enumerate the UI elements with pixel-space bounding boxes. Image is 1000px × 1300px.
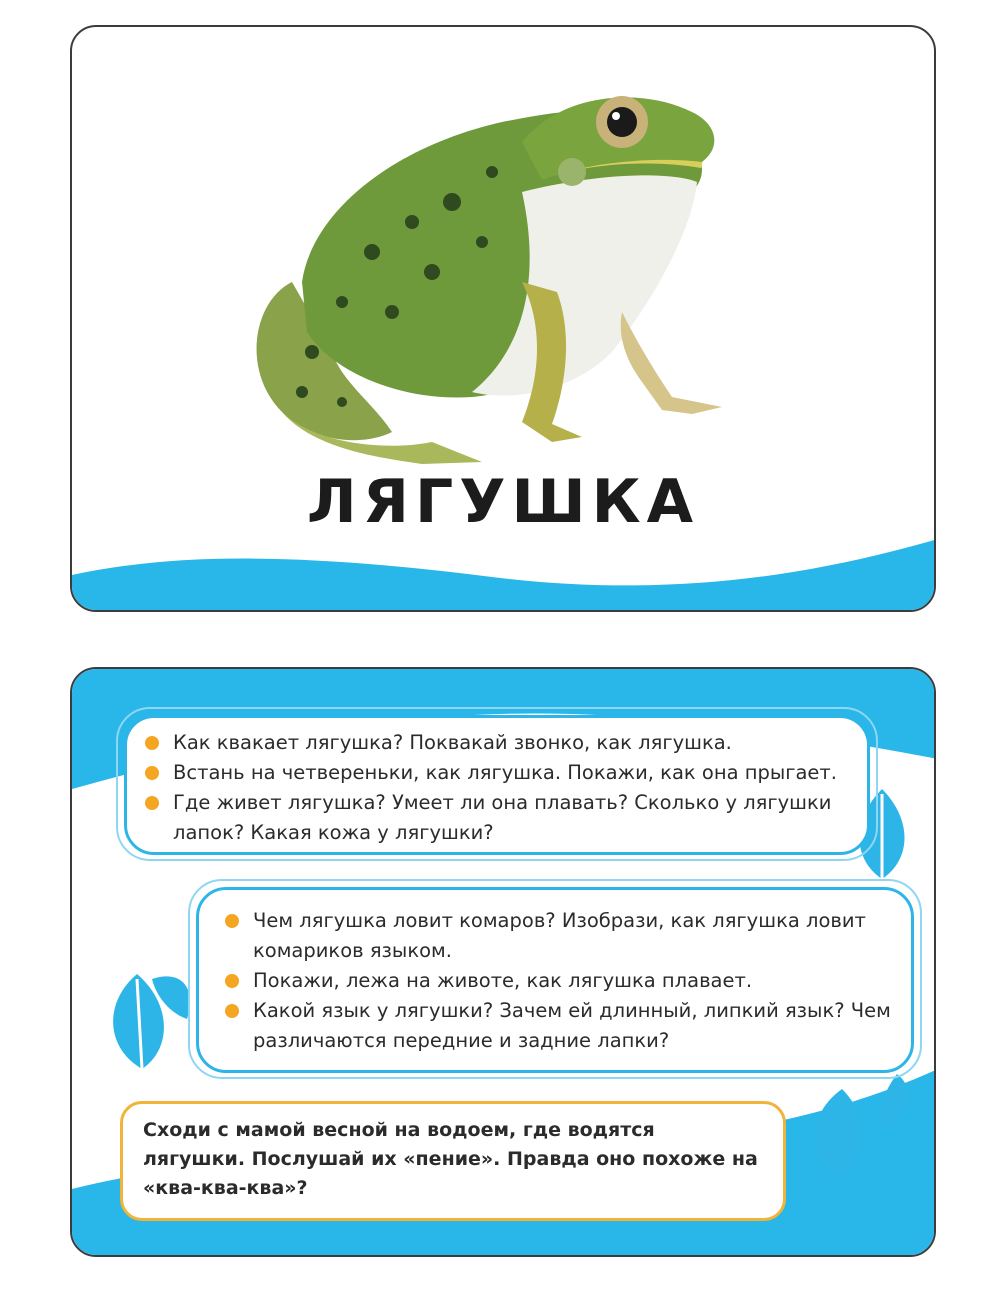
wave-decoration [72, 527, 936, 612]
leaf-icon [787, 1069, 917, 1189]
questions-box-1 [124, 715, 870, 855]
questions-list-2 [225, 906, 891, 1056]
list-item: Покажи, лежа на животе, как лягушка плавает. [225, 966, 891, 996]
bullet-icon [145, 796, 159, 810]
list-item: Как квакает лягушка? Поквакай звонко, как лягушка. [145, 728, 847, 758]
frog-image [222, 52, 742, 472]
bullet-icon [225, 1004, 239, 1018]
list-item: Чем лягушка ловит комаров? Изобрази, как лягушка ловит комариков языком. [225, 906, 891, 966]
list-item: Какой язык у лягушки? Зачем ей длинный, липкий язык? Чем различаются передние и задние лапки? [225, 996, 891, 1056]
tip-box: Сходи с мамой весной на водоем, где водятся лягушки. Послушай их «пение». Правда оно похоже на «ква-ква-ква»? [120, 1101, 786, 1221]
bullet-icon [145, 736, 159, 750]
list-item: Где живет лягушка? Умеет ли она плавать? Сколько у лягушки лапок? Какая кожа у лягушки? [145, 788, 847, 848]
card-title: ЛЯГУШКА [306, 467, 700, 537]
bullet-icon [225, 974, 239, 988]
questions-list-1 [145, 728, 847, 848]
questions-box-2 [196, 887, 914, 1073]
back-card [70, 667, 936, 1257]
leaf-icon [92, 959, 202, 1079]
bullet-icon [145, 766, 159, 780]
bullet-icon [225, 914, 239, 928]
list-item: Встань на четвереньки, как лягушка. Покажи, как она прыгает. [145, 758, 847, 788]
front-card [70, 25, 936, 612]
